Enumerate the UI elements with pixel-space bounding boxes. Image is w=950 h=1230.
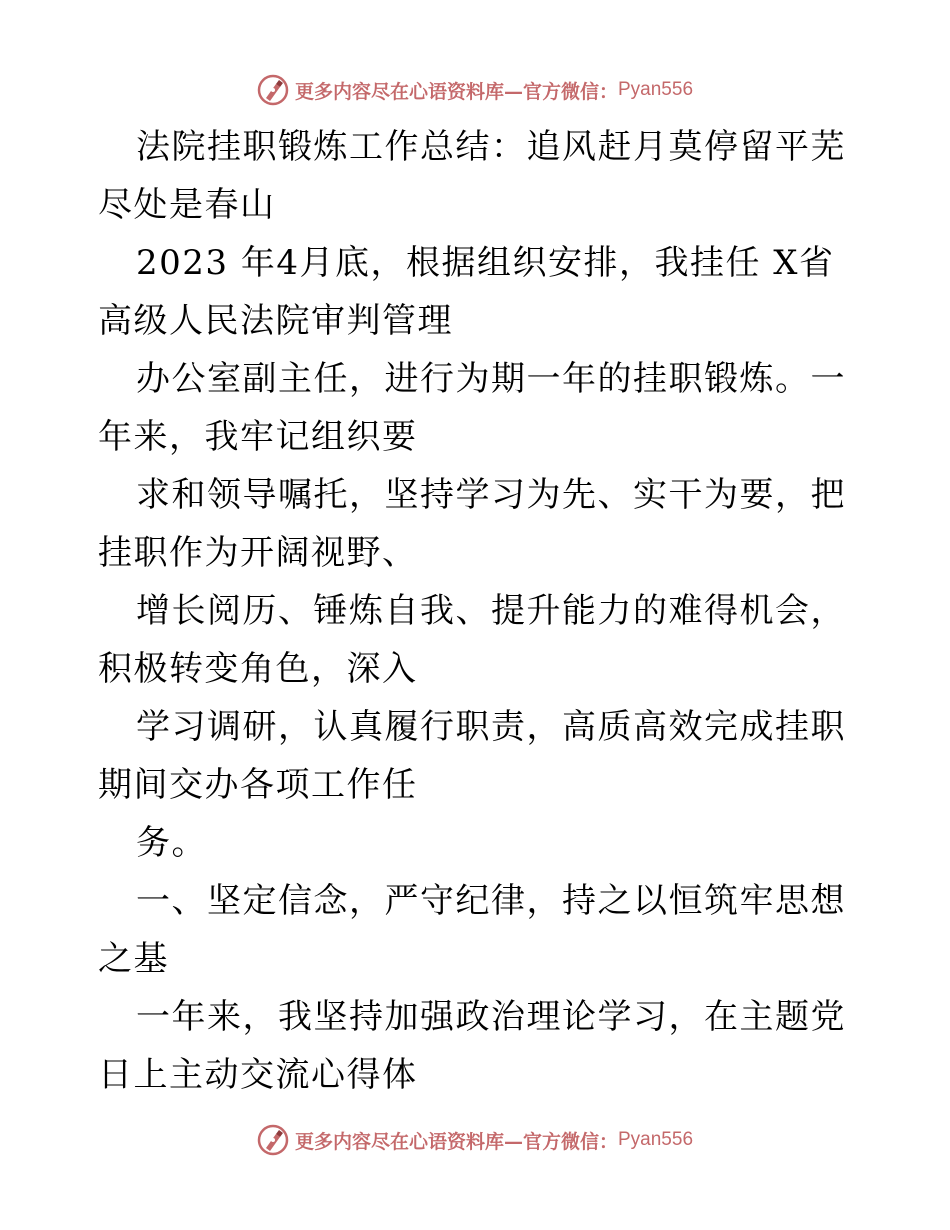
watermark-text: 更多内容尽在心语资料库—官方微信： (294, 80, 618, 103)
watermark-id: Pyan556 (618, 79, 694, 100)
document-title: 法院挂职锻炼工作总结：追风赶月莫停留平芜尽处是春山 (98, 127, 846, 225)
section-heading: 一、坚定信念，严守纪律，持之以恒筑牢思想之基 (98, 881, 846, 979)
paragraph: 2023 年4月底，根据组织安排，我挂任 X省高级人民法院审判管理 (98, 243, 835, 341)
watermark-banner-top (0, 70, 950, 110)
paragraph: 一年来，我坚持加强政治理论学习，在主题党日上主动交流心得体 (98, 997, 846, 1095)
paragraph: 办公室副主任，进行为期一年的挂职锻炼。一年来，我牢记组织要 (98, 359, 846, 457)
watermark-text: 更多内容尽在心语资料库—官方微信： (294, 1130, 618, 1153)
paragraph: 求和领导嘱托，坚持学习为先、实干为要，把挂职作为开阔视野、 (98, 475, 846, 573)
paragraph: 务。 (136, 823, 207, 863)
watermark-banner-bottom (0, 1120, 950, 1160)
document-body (98, 118, 858, 1104)
watermark-id: Pyan556 (618, 1129, 694, 1150)
paragraph: 学习调研，认真履行职责，高质高效完成挂职期间交办各项工作任 (98, 707, 846, 805)
paragraph: 增长阅历、锤炼自我、提升能力的难得机会，积极转变角色，深入 (98, 591, 846, 689)
pen-logo-icon (257, 1124, 289, 1156)
pen-logo-icon (257, 74, 289, 106)
